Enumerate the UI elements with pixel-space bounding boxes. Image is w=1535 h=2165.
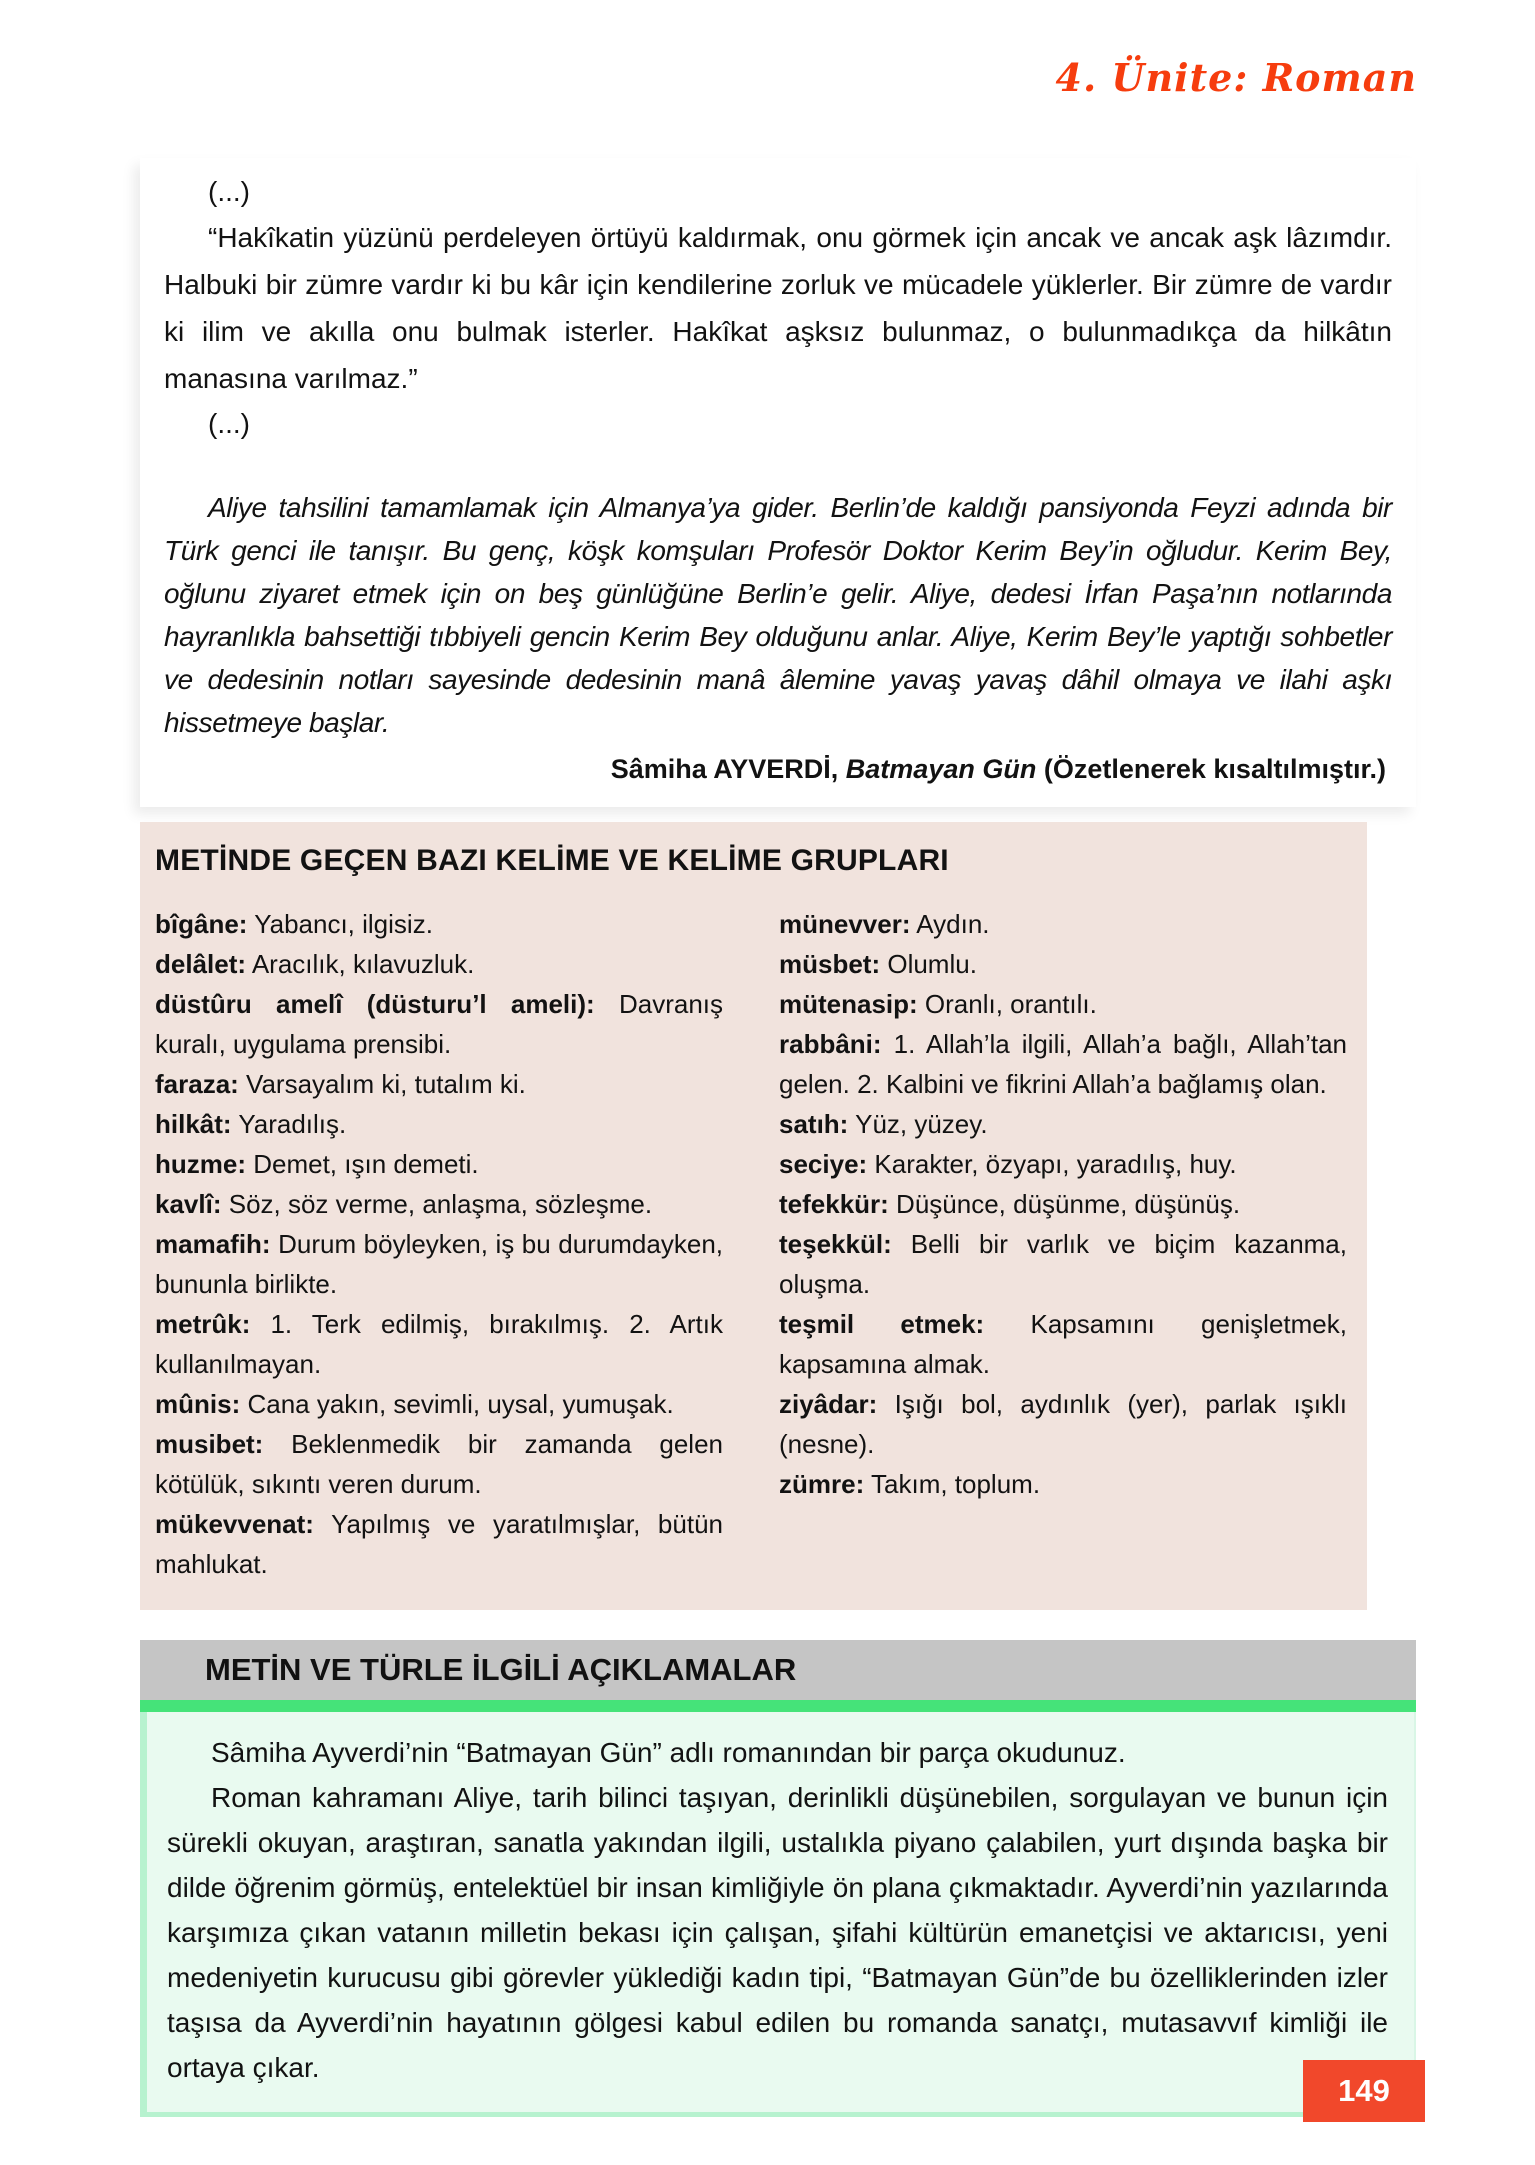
vocab-term: münevver: [779, 909, 911, 939]
vocab-entry [779, 984, 1347, 1024]
vocab-definition: Karakter, özyapı, yaradılış, huy. [867, 1149, 1237, 1179]
page-number-badge: 149 [1303, 2060, 1425, 2122]
vocab-entry [779, 904, 1347, 944]
vocab-entry [155, 1184, 723, 1224]
vocab-term: satıh: [779, 1109, 849, 1139]
vocab-term: tefekkür: [779, 1189, 889, 1219]
vocab-entry [779, 1104, 1347, 1144]
ellipsis-marker-top: (...) [208, 176, 250, 207]
explanations-title: METİN VE TÜRLE İLGİLİ AÇIKLAMALAR [205, 1652, 797, 1687]
vocab-term: musibet: [155, 1429, 264, 1459]
vocab-entry [779, 1184, 1347, 1224]
vocab-definition: Yüz, yüzey. [848, 1109, 988, 1139]
excerpt-attribution [164, 754, 1386, 785]
vocab-term: teşmil etmek: [779, 1309, 985, 1339]
vocab-entry [779, 1304, 1347, 1384]
vocab-definition: Aydın. [910, 909, 990, 939]
vocab-entry [155, 984, 723, 1064]
attribution-work-title: Batmayan Gün [845, 754, 1037, 784]
vocab-definition: 1. Allah’la ilgili, Allah’a bağlı, Allah’tan gelen. 2. Kalbini ve fikrini Allah’a bağlamış olan. [779, 1029, 1347, 1099]
vocab-definition: Oranlı, orantılı. [917, 989, 1097, 1019]
novel-excerpt-section [140, 158, 1416, 807]
green-divider [140, 1700, 1416, 1712]
vocab-entry [155, 1304, 723, 1384]
vocab-entry [155, 1224, 723, 1304]
unit-header: 4. Ünite: Roman [1055, 55, 1417, 100]
vocab-term: faraza: [155, 1069, 239, 1099]
vocab-entry [155, 1384, 723, 1424]
vocab-definition: 1. Terk edilmiş, bırakılmış. 2. Artık kullanılmayan. [155, 1309, 723, 1379]
vocab-entry [779, 1384, 1347, 1464]
explanations-content [140, 1712, 1416, 2117]
vocab-definition: Yabancı, ilgisiz. [247, 909, 433, 939]
vocabulary-box [140, 822, 1367, 1610]
vocab-term: ziyâdar: [779, 1389, 878, 1419]
attribution-note: (Özetlenerek kısaltılmıştır.) [1036, 754, 1386, 784]
vocab-term: rabbâni: [779, 1029, 882, 1059]
vocab-entry [779, 1464, 1347, 1504]
vocab-definition: Kapsamını genişletmek, kapsamına almak. [779, 1309, 1347, 1379]
vocab-entry [155, 1144, 723, 1184]
vocab-term: huzme: [155, 1149, 246, 1179]
vocab-entry [779, 1224, 1347, 1304]
explanations-header [140, 1640, 1416, 1700]
vocab-term: düstûru amelî (düsturu’l ameli): [155, 989, 595, 1019]
vocab-definition: Varsayalım ki, tutalım ki. [238, 1069, 526, 1099]
vocab-definition: Durum böyleyken, iş bu durumdayken, bununla birlikte. [155, 1229, 723, 1299]
vocab-entry [155, 904, 723, 944]
vocab-term: zümre: [779, 1469, 865, 1499]
excerpt-summary: Aliye tahsilini tamamlamak için Almanya’ya gider. Berlin’de kaldığı pansiyonda Feyzi adında bir Türk genci ile tanışır. Bu genç, köşk komşuları Profesör Doktor Kerim Bey’in oğludur. Kerim Bey, oğlunu ziyaret etmek için on beş günlüğüne Berlin’e gelir. Aliye, dedesi İrfan Paşa’nın notlarında hayranlıkla bahsettiği tıbbiyeli gencin Kerim Bey olduğunu anlar. Aliye, Kerim Bey’le yaptığı sohbetler ve dedesinin notları sayesinde dedesinin manâ âlemine yavaş yavaş dâhil olmaya ve ilahi aşkı hissetmeye başlar. [164, 492, 1392, 738]
vocab-definition: Belli bir varlık ve biçim kazanma, oluşma. [779, 1229, 1347, 1299]
vocab-entry [155, 1104, 723, 1144]
vocab-term: mütenasip: [779, 989, 918, 1019]
vocabulary-columns [155, 904, 1347, 1584]
vocab-term: mamafih: [155, 1229, 271, 1259]
vocab-definition: Beklenmedik bir zamanda gelen kötülük, sıkıntı veren durum. [155, 1429, 723, 1499]
vocab-definition: Aracılık, kılavuzluk. [246, 949, 475, 979]
vocab-entry [155, 1064, 723, 1104]
explanation-paragraph: Sâmiha Ayverdi’nin “Batmayan Gün” adlı romanından bir parça okudunuz. [211, 1737, 1126, 1768]
vocab-definition: Demet, ışın demeti. [246, 1149, 479, 1179]
explanations-section [140, 1640, 1416, 2117]
vocab-definition: Yapılmış ve yaratılmışlar, bütün mahlukat. [155, 1509, 723, 1579]
vocab-entry [779, 1024, 1347, 1104]
vocab-term: seciye: [779, 1149, 868, 1179]
vocab-definition: Düşünce, düşünme, düşünüş. [888, 1189, 1241, 1219]
vocab-term: delâlet: [155, 949, 247, 979]
vocab-entry [155, 1504, 723, 1584]
vocab-definition: Olumlu. [880, 949, 977, 979]
vocab-term: mûnis: [155, 1389, 241, 1419]
vocab-term: hilkât: [155, 1109, 232, 1139]
vocab-definition: Davranış kuralı, uygulama prensibi. [155, 989, 723, 1059]
attribution-author: Sâmiha AYVERDİ, [610, 754, 846, 784]
vocab-term: bîgâne: [155, 909, 248, 939]
vocab-column-left [155, 904, 723, 1584]
vocab-term: metrûk: [155, 1309, 251, 1339]
vocab-definition: Işığı bol, aydınlık (yer), parlak ışıklı (nesne). [779, 1389, 1347, 1459]
vocab-entry [779, 944, 1347, 984]
excerpt-quote: “Hakîkatin yüzünü perdeleyen örtüyü kaldırmak, onu görmek için ancak ve ancak aşk lâzımdır. Halbuki bir zümre vardır ki bu kâr için kendilerine zorluk ve mücadele yüklerler. Bir zümre de vardır ki ilim ve akılla onu bulmak isterler. Hakîkat aşksız bulunmaz, o bulunmadıkça da hilkâtın manasına varılmaz.” [164, 222, 1392, 394]
vocab-term: kavlî: [155, 1189, 222, 1219]
vocabulary-title: METİNDE GEÇEN BAZI KELİME VE KELİME GRUPLARI [155, 844, 949, 877]
vocab-definition: Cana yakın, sevimli, uysal, yumuşak. [240, 1389, 674, 1419]
ellipsis-marker-bottom: (...) [208, 408, 250, 439]
vocab-term: teşekkül: [779, 1229, 892, 1259]
vocab-entry [155, 944, 723, 984]
vocab-definition: Yaradılış. [231, 1109, 347, 1139]
vocab-column-right [779, 904, 1347, 1584]
explanation-paragraph: Roman kahramanı Aliye, tarih bilinci taşıyan, derinlikli düşünebilen, sorgulayan ve bunun için sürekli okuyan, araştıran, sanatla yakından ilgili, ustalıkla piyano çalabilen, yurt dışında başka bir dilde öğrenim görmüş, entelektüel bir insan kimliğiyle ön plana çıkmaktadır. Ayverdi’nin yazılarında karşımıza çıkan vatanın milletin bekası için çalışan, şifahi kültürün emanetçisi ve aktarıcısı, yeni medeniyetin kurucusu gibi görevler yüklediği kadın tipi, “Batmayan Gün”de bu özelliklerinden izler taşısa da Ayverdi’nin hayatının gölgesi kabul edilen bu romanda sanatçı, mutasavvıf kimliği ile ortaya çıkar. [167, 1782, 1388, 2083]
vocab-definition: Takım, toplum. [864, 1469, 1041, 1499]
vocab-term: mükevvenat: [155, 1509, 314, 1539]
vocab-entry [779, 1144, 1347, 1184]
vocab-entry [155, 1424, 723, 1504]
vocab-definition: Söz, söz verme, anlaşma, sözleşme. [221, 1189, 653, 1219]
vocab-term: müsbet: [779, 949, 881, 979]
